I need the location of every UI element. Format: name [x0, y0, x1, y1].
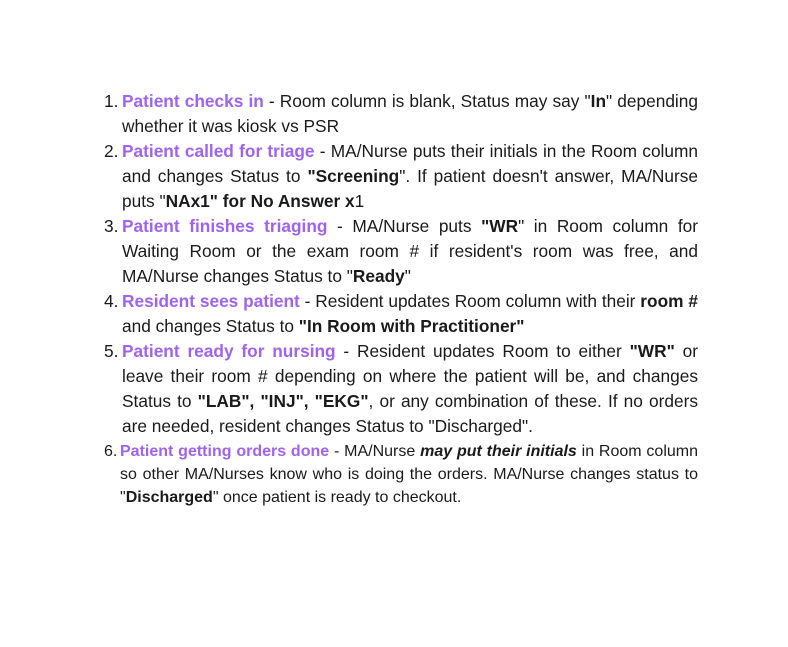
- step-number: 5.: [104, 341, 119, 361]
- step-number: 6.: [104, 443, 118, 460]
- step-bold-term: "WR: [481, 216, 519, 236]
- step-text-part: - Resident updates Room column with their: [299, 291, 641, 311]
- step-text-part: ". If patient doesn't answer, MA/Nurse puts ": [122, 166, 698, 211]
- step-text-part: - MA/Nurse: [329, 443, 421, 460]
- step-number: 4.: [104, 291, 119, 311]
- step-bold-term: Ready: [352, 266, 405, 286]
- step-bold-term: Discharged: [125, 489, 213, 506]
- step-bold-term: NAx1" for No Answer x: [165, 191, 355, 211]
- step-4: [104, 289, 698, 339]
- step-text-part: ": [404, 266, 411, 286]
- step-text: [122, 339, 698, 439]
- step-text-part: - Resident updates Room to either: [335, 341, 630, 361]
- step-text-part: or leave their room # depending on where the patient will be, and changes Status to: [122, 341, 698, 411]
- step-bold-term: In: [590, 91, 607, 111]
- step-heading: Patient called for triage: [122, 141, 315, 161]
- step-bold-term: room #: [640, 291, 698, 311]
- step-bold-term: "In Room with Practitioner": [298, 316, 525, 336]
- step-text-part: - MA/Nurse puts: [327, 216, 482, 236]
- step-bold-term: "Screening: [307, 166, 400, 186]
- step-number: 2.: [104, 141, 119, 161]
- step-heading: Patient ready for nursing: [122, 341, 336, 361]
- step-text-part: - Room column is blank, Status may say ": [263, 91, 591, 111]
- step-text-part: " once patient is ready to checkout.: [212, 489, 462, 506]
- step-heading: Resident sees patient: [122, 291, 300, 311]
- step-text-part: and changes Status to: [122, 316, 299, 336]
- step-text: [122, 214, 698, 289]
- workflow-steps-list: [104, 89, 698, 509]
- step-text: [122, 139, 698, 214]
- step-3: [104, 214, 698, 289]
- step-emphasis-term: may put their initials: [420, 443, 577, 460]
- step-text-part: , or any combination of these. If no orders are needed, resident changes Status to "Discharged".: [122, 391, 699, 436]
- step-text-part: in Room column so other MA/Nurses know who is doing the orders. MA/Nurse changes status to ": [120, 443, 699, 506]
- step-number: 1.: [104, 91, 119, 111]
- step-text: [122, 89, 698, 139]
- step-bold-term: "WR": [629, 341, 675, 361]
- step-text: [122, 289, 698, 339]
- step-1: [104, 89, 698, 139]
- step-text-part: 1: [354, 191, 365, 211]
- step-heading: Patient finishes triaging: [122, 216, 328, 236]
- step-text: [120, 440, 698, 509]
- step-number: 3.: [104, 216, 119, 236]
- step-bold-term: "LAB", "INJ", "EKG": [197, 391, 369, 411]
- step-heading: Patient getting orders done: [120, 443, 330, 460]
- step-heading: Patient checks in: [122, 91, 264, 111]
- step-text-part: " in Room column for Waiting Room or the exam room # if resident's room was free, and MA/Nurse changes Status to ": [122, 216, 698, 286]
- step-text-part: " depending whether it was kiosk vs PSR: [122, 91, 698, 136]
- step-5: [104, 339, 698, 439]
- step-6: [104, 440, 698, 509]
- step-2: [104, 139, 698, 214]
- step-text-part: - MA/Nurse puts their initials in the Room column and changes Status to: [122, 141, 699, 186]
